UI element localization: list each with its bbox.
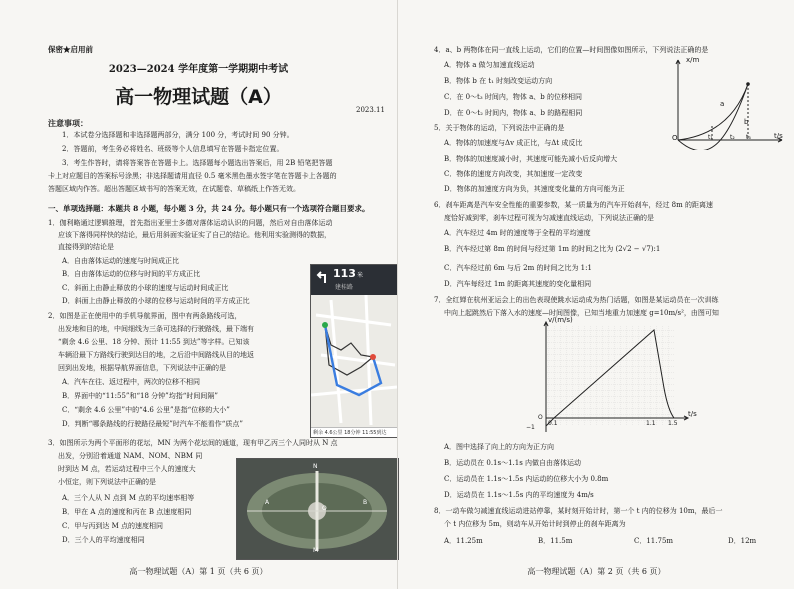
question-6-option-d: D．汽车每经过 1m 的距离其速度的变化量相同 [444, 280, 592, 288]
question-6-line: 度恰好减到零，刹车过程可视为匀减速直线运动，下列说法正确的是 [444, 214, 654, 222]
q4-y-label: x/m [686, 56, 700, 64]
question-2-option-c: C．“剩余 4.6 公里”中的“4.6 公里”是指“位移的大小” [62, 406, 230, 414]
question-2-option-a: A．汽车在往、返过程中，两次的位移不相同 [62, 378, 201, 386]
question-1-option-b: B．自由落体运动的位移与时间的平方成正比 [62, 270, 201, 278]
question-4-line: 4．a、b 两物体在同一直线上运动，它们的位置—时间图像如图所示，下列说法正确的是 [434, 46, 709, 54]
question-8-option-a: A．11.25m [444, 537, 483, 545]
q4-curve-b-label: b [744, 118, 749, 126]
question-2-line: 2．如图是正在使用中的手机导航界面，图中有两条路线可选， [48, 312, 242, 320]
start-point-icon [322, 322, 328, 328]
question-8-option-b: B．11.5m [538, 537, 573, 545]
flowerbed-photo-figure [236, 458, 399, 560]
plaza-label-m: M [313, 547, 319, 554]
question-7-option-b: B．运动员在 0.1s～1.1s 内做自由落体运动 [444, 459, 582, 467]
page-title: 高一物理试题（A） [115, 86, 282, 108]
question-1-line: 直接得到的结论是 [58, 243, 114, 251]
q7-tick-11: 1.1 [646, 420, 656, 427]
exam-date: 2023.11 [356, 106, 385, 114]
question-2-line: 出发地和目的地，中间细线为三条可选择的行驶路线，最下端有 [58, 325, 254, 333]
notice-line: 卡上对应题目的答案标号涂黑；非选择题请用直径 0.5 毫米黑色墨水签字笔在答题卡上各题的 [48, 172, 337, 180]
question-4-option-c: C．在 0～t₃ 时间内，物体 a、b 的位移相同 [444, 93, 582, 101]
question-1-option-c: C．斜面上由静止释放的小球的速度与运动时间成正比 [62, 284, 229, 292]
exam-page-2 [397, 0, 794, 589]
confidential-mark: 保密★启用前 [48, 45, 93, 54]
curve-a [678, 84, 748, 140]
question-3-option-a: A．三个人从 N 点到 M 点的平均速率相等 [62, 494, 195, 502]
plaza-label-b: B [363, 499, 368, 506]
question-7-option-a: A．图中选择了向上的方向为正方向 [444, 443, 555, 451]
question-7-line: 中向上起跳然后下落入水的速度—时间图像，已知当地重力加速度 g=10m/s²，由图可知 [444, 309, 719, 317]
question-2-line: “剩余 4.6 公里、18 分钟、预计 11:55 到达”等字样。已知该 [58, 338, 250, 346]
nav-remaining: 剩余 4.6公里 18分钟 11:55到达 [313, 430, 387, 436]
notice-line: 3．考生作答时，请将答案答在答题卡上。选择题每小题选出答案后，用 2B 铅笔把答题 [62, 159, 333, 167]
q7-x-label: t/s [688, 410, 697, 418]
notice-line: 答题区域内作答。超出答题区域书写的答案无效，在试题卷、草稿纸上作答无效。 [48, 185, 300, 193]
q7-origin-label: O [538, 414, 543, 421]
question-2-line: 回到出发地，根据导航界面信息，下列说法中正确的是 [58, 364, 226, 372]
q7-tick-01: 0.1 [548, 420, 558, 427]
q4-tick-t2: t₂ [730, 134, 735, 141]
question-1-line: 应该下落得同样快的结论，最后用斜面实验证实了自己的结论。他利用实验测得的数据， [58, 231, 331, 239]
question-3-option-d: D．三个人的平均速度相同 [62, 536, 145, 544]
question-8-option-d: D．12m [728, 537, 757, 545]
q4-x-label: t/s [774, 132, 783, 140]
question-4-option-d: D．在 0～t₂ 时间内，物体 a、b 的路程相同 [444, 109, 583, 117]
destination-point-icon [370, 354, 376, 360]
q7-tick-15: 1.5 [668, 420, 678, 427]
velocity-time-graph [536, 318, 696, 436]
question-2-option-d: D．判断“哪条路线的行驶路径最短”时汽车不能看作“质点” [62, 420, 243, 428]
question-5-option-d: D．物体的加速度方向为负，其速度变化量的方向可能为正 [444, 185, 625, 193]
question-2-line: 车辆沿最下方路线行驶到达目的地，之后沿中间路线从目的地返 [58, 351, 254, 359]
question-5-line: 5．关于物体的运动，下列说法中正确的是 [434, 124, 565, 132]
question-7-option-c: C．运动员在 1.1s～1.5s 内运动的位移大小为 0.8m [444, 475, 609, 483]
page-footer: 高一物理试题（A）第 2 页（共 6 页） [527, 567, 666, 576]
question-5-option-c: C．物体的速度方向改变，其加速度一定改变 [444, 170, 583, 178]
plaza-label-a: A [265, 499, 270, 506]
question-2-option-b: B．界面中的“11:55”和“18 分钟”均指“时间间隔” [62, 392, 218, 400]
nav-road-name: 建桂路 [335, 284, 354, 291]
question-6-line: 6．刹车距离是汽车安全性能的重要参数，某一质量为的汽车开始刹车，经过 8m 的距离速 [434, 201, 713, 209]
q7-y-label: v/(m/s) [548, 316, 573, 324]
nav-distance-unit: 米 [357, 272, 364, 279]
question-8-line: 8．一动车做匀减速直线运动进站停靠，某时刻开始计时，第一个 t 内的位移为 10m，最后一 [434, 507, 723, 515]
question-3-line: 3．如图所示为两个平面形的花坛，MN 为两个花坛间的通道，现有甲乙丙三个人同时从 N 点 [48, 439, 338, 447]
question-8-line: 个 t 内位移为 5m，则动车从开始计时到停止的刹车距离为 [444, 520, 626, 528]
route-map [311, 295, 397, 427]
question-4-option-b: B．物体 b 在 t₁ 时刻改变运动方向 [444, 77, 553, 85]
exam-title: 2023—2024 学年度第一学期期中考试 [108, 64, 289, 75]
section-title: 一、单项选择题：本题共 8 小题，每小题 3 分，共 24 分。每小题只有一个选项符合题目要求。 [48, 204, 370, 213]
question-3-line: 出发，分别沿着通道 NAM、NOM、NBM 同 [58, 452, 203, 460]
question-5-option-b: B．物体的加速度减小时，其速度可能先减小后反向增大 [444, 155, 618, 163]
question-3-line: 时到达 M 点，若运动过程中三个人的速度大 [58, 465, 196, 473]
flowerbed-illustration [237, 459, 398, 559]
q4-tick-t3: t₃ [746, 134, 751, 141]
nav-distance: 113 [333, 267, 356, 280]
question-5-option-a: A．物体的加速度与Δv 成正比，与Δt 成反比 [444, 139, 583, 147]
navigation-map-figure [310, 264, 398, 438]
notice-line: 1．本试卷分选择题和非选择题两部分，满分 100 分，考试时间 90 分钟。 [62, 131, 294, 139]
q7-y-neg-label: −1 [526, 424, 535, 431]
question-4-option-a: A．物体 a 做匀加速直线运动 [444, 61, 535, 69]
question-6-option-a: A．汽车经过 4m 时的速度等于全程的平均速度 [444, 229, 591, 237]
question-3-option-c: C．甲与丙到达 M 点的速度相同 [62, 522, 163, 530]
question-8-option-c: C．11.75m [634, 537, 674, 545]
q4-tick-t1: t₁ [708, 134, 713, 141]
question-1-option-a: A．自由落体运动的速度与时间成正比 [62, 257, 180, 265]
question-3-line: 小恒定，则下列说法中正确的是 [58, 478, 156, 486]
question-7-line: 7．全红婵在杭州亚运会上的出色表现使跳水运动成为热门话题，如图是某运动员在一次训练 [434, 296, 719, 304]
page-footer: 高一物理试题（A）第 1 页（共 6 页） [129, 567, 268, 576]
notice-title: 注意事项： [48, 118, 88, 128]
notice-line: 2．答题前，考生务必将姓名、班级等个人信息填写在答题卡指定位置。 [62, 145, 284, 153]
question-6-option-b: B．汽车经过第 8m 的时间与经过第 1m 的时间之比为 (2√2 − √7):1 [444, 245, 661, 253]
plaza-label-o: O [322, 505, 327, 512]
question-1-option-d: D．斜面上由静止释放的小球的位移与运动时间的平方成正比 [62, 297, 250, 305]
question-7-option-d: D．运动员在 1.1s～1.5s 内的平均速度为 4m/s [444, 491, 594, 499]
q4-origin-label: O [672, 134, 678, 142]
plaza-label-n: N [313, 463, 318, 470]
q4-curve-a-label: a [720, 100, 725, 108]
question-3-option-b: B．甲在 A 点的速度和丙在 B 点速度相同 [62, 508, 192, 516]
question-6-option-c: C．汽车经过前 6m 与后 2m 的时间之比为 1:1 [444, 264, 592, 272]
turn-arrow-icon [313, 269, 329, 285]
question-1-line: 1．伽利略通过逻辑推理，首先指出亚里士多德对落体运动认识的问题，然后对自由落体运动 [48, 219, 333, 227]
